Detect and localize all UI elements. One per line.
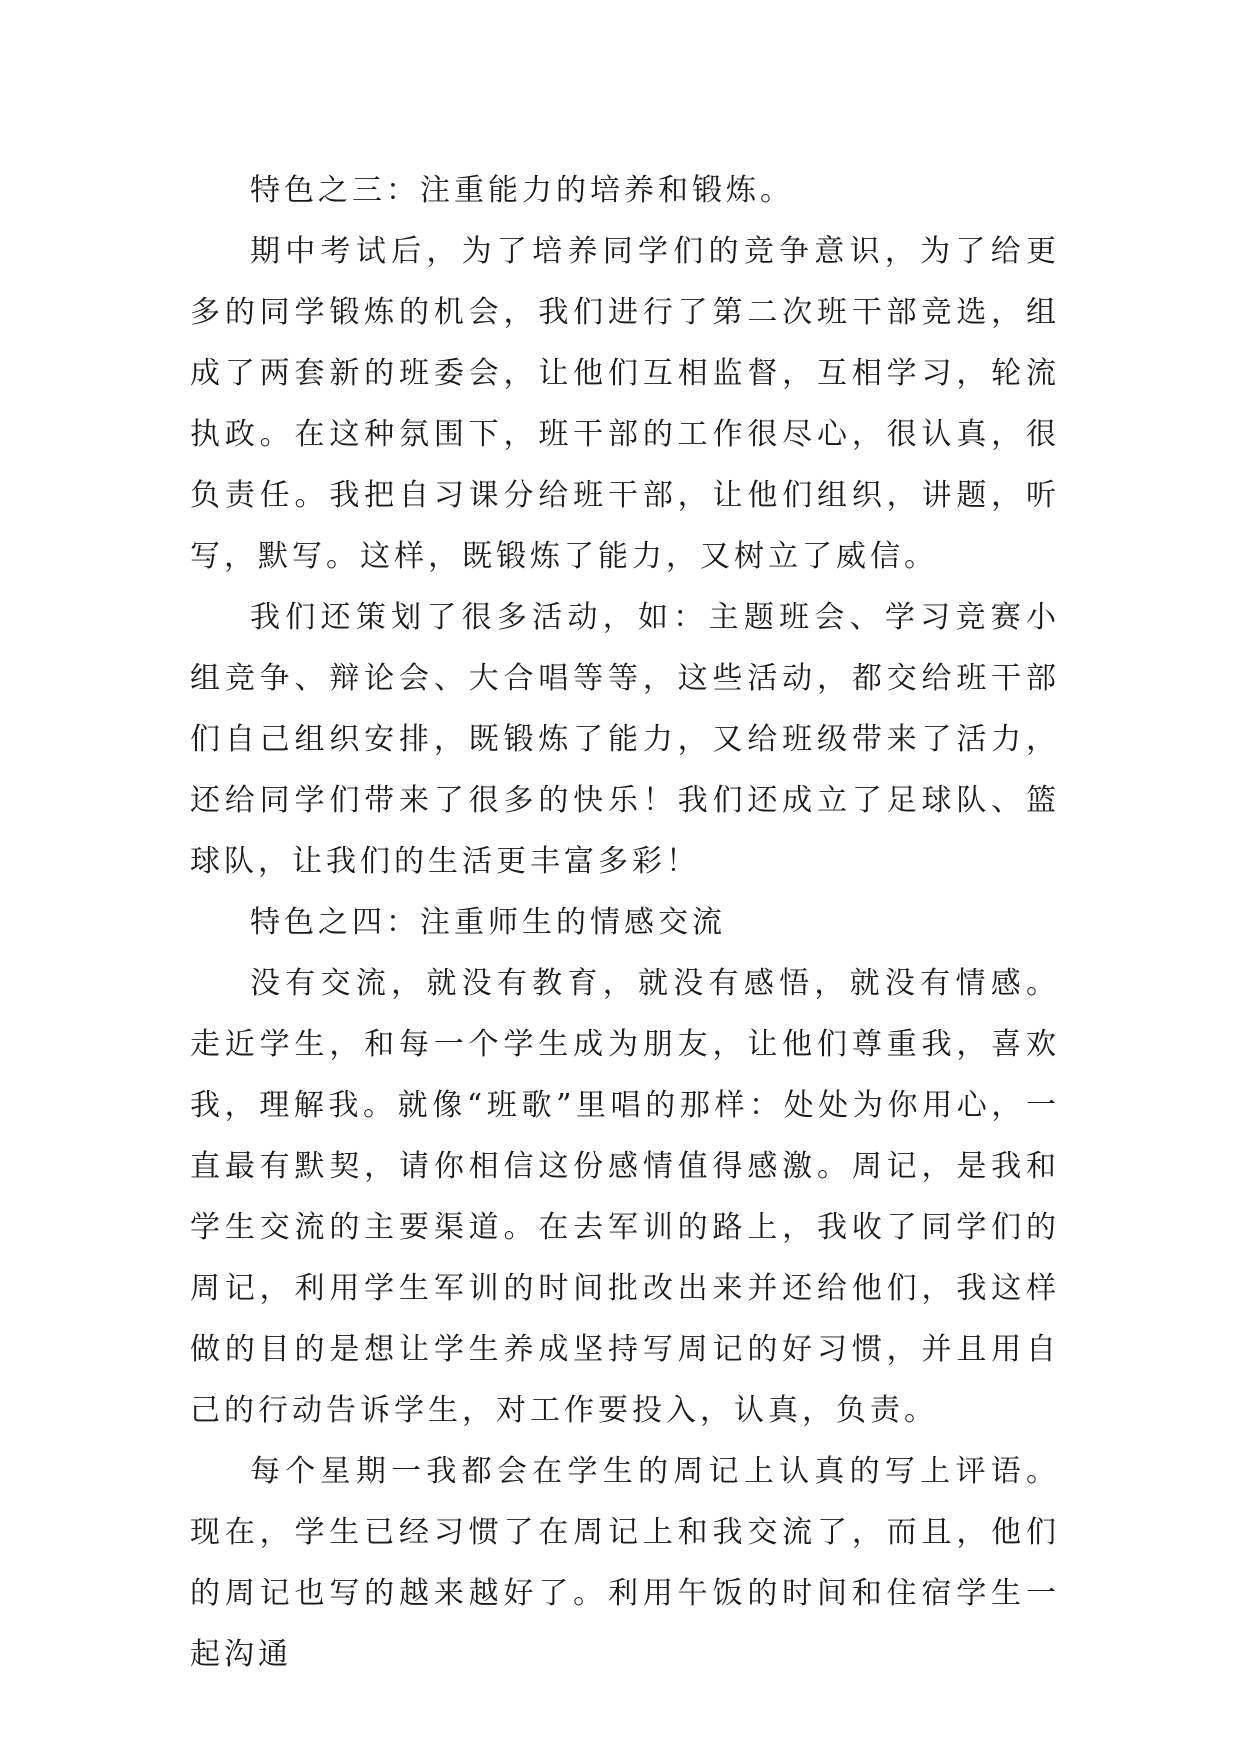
paragraph-communication: 没有交流，就没有教育，就没有感悟，就没有情感。走近学生，和每一个学生成为朋友，让他们尊重我，喜欢我，理解我。就像“班歌”里唱的那样：处处为你用心，一直最有默契，请你相信这份感情值得感激。周记，是我和学生交流的主要渠道。在去军训的路上，我收了同学们的周记，利用学生军训的时间批改出来并还给他们，我这样做的目的是想让学生养成坚持写周记的好习惯，并且用自己的行动告诉学生，对工作要投入，认真，负责。 bbox=[190, 966, 1060, 1428]
document-body bbox=[190, 160, 1060, 1685]
paragraph-weekly-journal: 每个星期一我都会在学生的周记上认真的写上评语。现在，学生已经习惯了在周记上和我交流了，而且，他们的周记也写的越来越好了。利用午饭的时间和住宿学生一起沟通 bbox=[190, 1454, 1060, 1672]
heading-feature-four: 特色之四：注重师生的情感交流 bbox=[250, 905, 726, 940]
heading-feature-three: 特色之三：注重能力的培养和锻炼。 bbox=[250, 173, 794, 208]
paragraph-class-committee: 期中考试后，为了培养同学们的竞争意识，为了给更多的同学锻炼的机会，我们进行了第二次班干部竞选，组成了两套新的班委会，让他们互相监督，互相学习，轮流执政。在这种氛围下，班干部的工作很尽心，很认真，很负责任。我把自习课分给班干部，让他们组织，讲题，听写，默写。这样，既锻炼了能力，又树立了威信。 bbox=[190, 234, 1060, 574]
paragraph-activities: 我们还策划了很多活动，如：主题班会、学习竞赛小组竞争、辩论会、大合唱等等，这些活动，都交给班干部们自己组织安排，既锻炼了能力，又给班级带来了活力，还给同学们带来了很多的快乐！我们还成立了足球队、篮球队，让我们的生活更丰富多彩！ bbox=[190, 600, 1060, 879]
